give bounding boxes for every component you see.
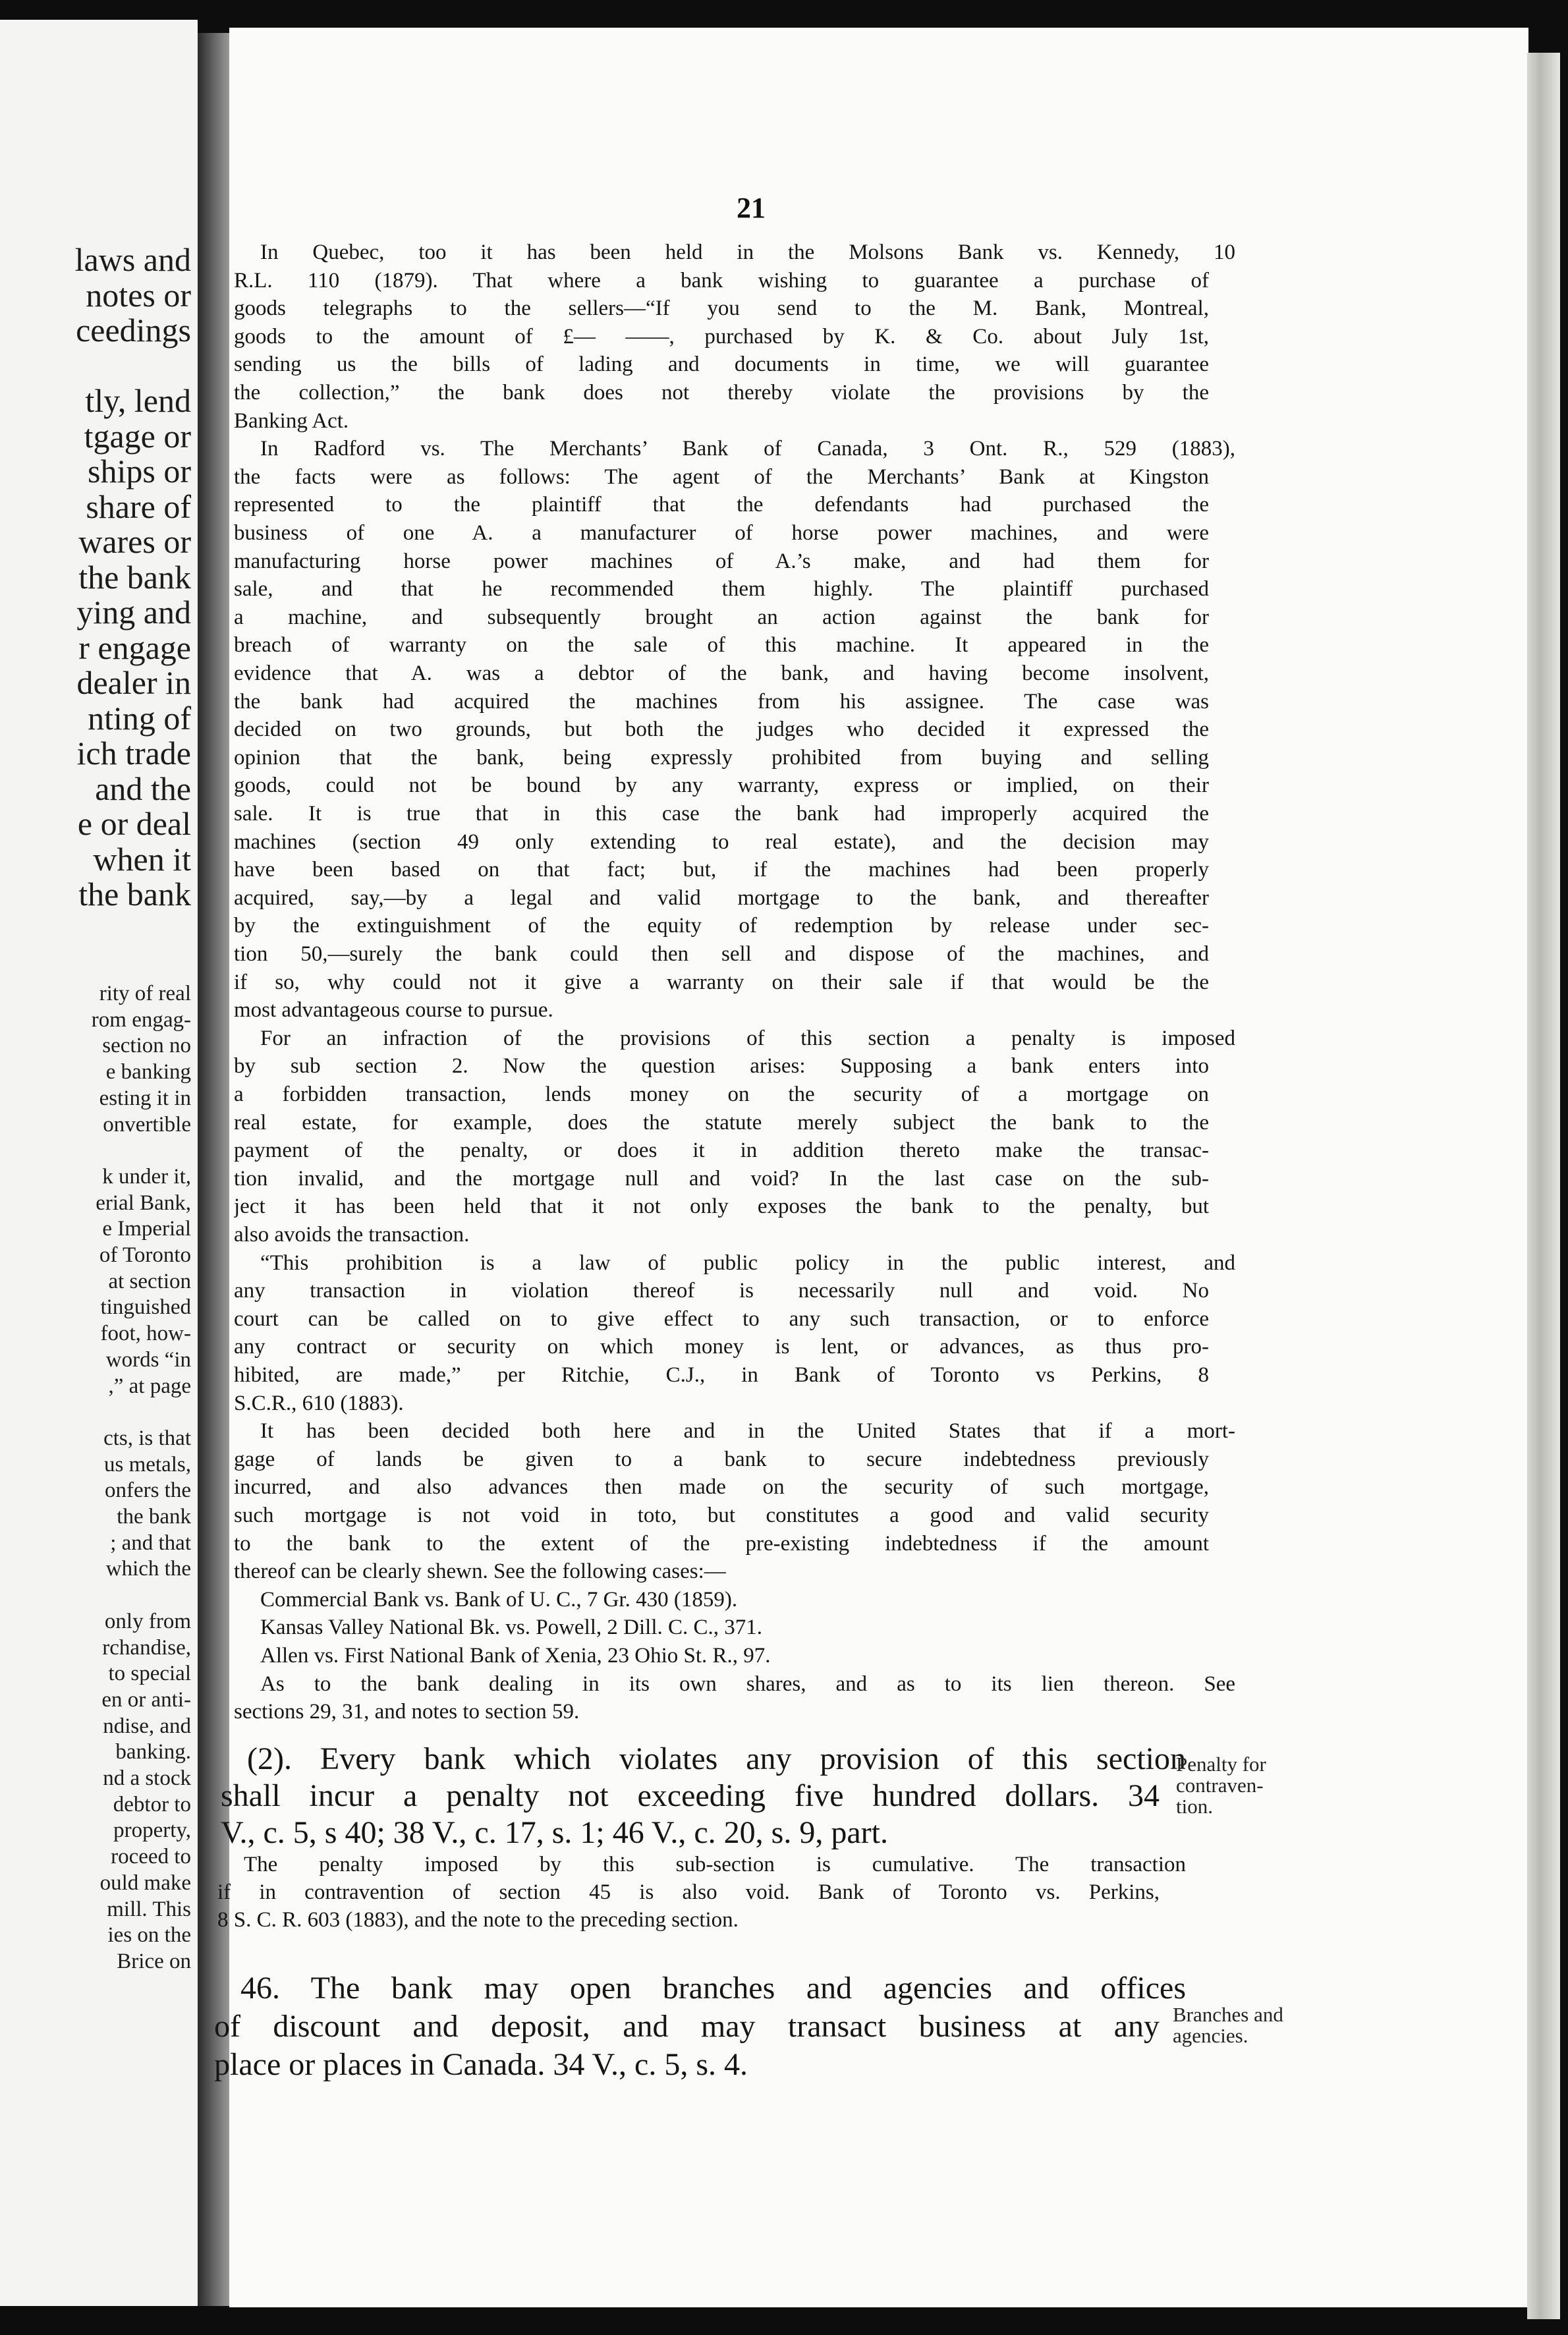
facing-page-line: when it (93, 840, 191, 878)
facing-page-line: the bank (78, 876, 191, 913)
body-line: “This prohibition is a law of public policy in the public interest, and (260, 1251, 1235, 1275)
facing-page-line: property, (113, 1818, 191, 1843)
body-line: decided on two grounds, but both the judges who decided it expressed the (234, 717, 1209, 742)
facing-page-line: e Imperial (102, 1217, 191, 1241)
facing-page-line: foot, how- (100, 1322, 191, 1346)
body-line: goods, could not be bound by any warranty, express or implied, on their (234, 774, 1209, 798)
facing-page-line: ndise, and (103, 1714, 191, 1738)
body-line: In Quebec, too it has been held in the Molsons Bank vs. Kennedy, 10 (260, 240, 1235, 264)
body-line: by the extinguishment of the equity of redemption by release under sec- (234, 914, 1209, 938)
facing-page-line: onvertible (103, 1112, 191, 1137)
facing-page-line: e banking (105, 1060, 191, 1084)
facing-page-line: the bank (78, 558, 191, 596)
body-line: In Radford vs. The Merchants’ Bank of Canada, 3 Ont. R., 529 (1883), (260, 437, 1235, 461)
margin-note-line: contraven- (1176, 1774, 1264, 1797)
body-line: Commercial Bank vs. Bank of U. C., 7 Gr. 430 (1859). (260, 1587, 738, 1612)
facing-page-line: ies on the (107, 1923, 191, 1948)
facing-page-line: at section (108, 1269, 191, 1293)
facing-page-line: onfers the (104, 1478, 191, 1503)
facing-page-line: k under it, (102, 1164, 191, 1189)
body-line: machines (section 49 only extending to real estate), and the decision may (234, 830, 1209, 854)
body-line: the facts were as follows: The agent of the Merchants’ Bank at Kingston (234, 464, 1209, 489)
facing-page-line: to special (108, 1662, 191, 1686)
section-line: 46. The bank may open branches and agencies and offices (240, 1971, 1186, 2006)
facing-page-line: nd a stock (103, 1766, 191, 1790)
facing-page-line: section no (102, 1034, 191, 1058)
body-line: acquired, say,—by a legal and valid mortgage to the bank, and thereafter (234, 886, 1209, 910)
body-line: sending us the bills of lading and documents in time, we will guarantee (234, 352, 1209, 377)
body-line: any contract or security on which money is lent, or advances, as thus pro- (234, 1335, 1209, 1359)
section-line: of discount and deposit, and may transact business at any (214, 2009, 1160, 2044)
note-line: 8 S. C. R. 603 (1883), and the note to the preceding section. (217, 1908, 739, 1932)
body-line: by sub section 2. Now the question arises: Supposing a bank enters into (234, 1054, 1209, 1079)
facing-page-line: laws and (74, 241, 191, 278)
facing-page-line: debtor to (113, 1792, 191, 1816)
body-line: It has been decided both here and in the United States that if a mort- (260, 1419, 1235, 1444)
facing-page-line: banking. (115, 1740, 191, 1764)
body-line: As to the bank dealing in its own shares, and as to its lien thereon. See (260, 1672, 1235, 1696)
body-line: gage of lands be given to a bank to secure indebtedness previously (234, 1447, 1209, 1471)
facing-page-line: wares or (78, 523, 191, 560)
margin-note-line: tion. (1176, 1795, 1213, 1818)
facing-page-line: roceed to (111, 1845, 191, 1869)
facing-page-line: words “in (105, 1347, 191, 1372)
facing-page-line: ceedings (76, 312, 191, 349)
facing-page-line: rchandise, (102, 1635, 191, 1660)
body-line: also avoids the transaction. (234, 1223, 470, 1247)
facing-page-line: ,” at page (108, 1374, 191, 1398)
facing-page-line: ying and (76, 594, 191, 631)
page-edge (1527, 53, 1560, 2319)
margin-note-line: agencies. (1173, 2024, 1248, 2047)
facing-page-line: tgage or (84, 417, 191, 455)
body-line: opinion that the bank, being expressly prohibited from buying and selling (234, 745, 1209, 770)
body-line: court can be called on to give effect to any such transaction, or to enforce (234, 1307, 1209, 1331)
margin-note-penalty (1176, 1754, 1266, 1817)
facing-page-line: ould make (99, 1871, 191, 1895)
body-line: such mortgage is not void in toto, but constitutes a good and valid security (234, 1504, 1209, 1527)
body-line: sale. It is true that in this case the bank had improperly acquired the (234, 802, 1209, 826)
facing-page-line: r engage (78, 629, 191, 666)
body-line: Allen vs. First National Bank of Xenia, 23 Ohio St. R., 97. (260, 1644, 771, 1668)
facing-page-line: en or anti- (101, 1687, 191, 1712)
body-line: sections 29, 31, and notes to section 59. (234, 1700, 580, 1724)
body-line: tion 50,—surely the bank could then sell and dispose of the machines, and (234, 942, 1209, 966)
body-line: ject it has been held that it not only exposes the bank to the penalty, but (234, 1195, 1209, 1219)
body-line: S.C.R., 610 (1883). (234, 1391, 404, 1415)
body-line: evidence that A. was a debtor of the bank, and having become insolvent, (234, 661, 1209, 685)
body-line: have been based on that fact; but, if the machines had been properly (234, 858, 1209, 882)
body-line: a machine, and subsequently brought an action against the bank for (234, 605, 1209, 629)
facing-page-line: notes or (86, 276, 191, 314)
body-line: goods telegraphs to the sellers—“If you send to the M. Bank, Montreal, (234, 296, 1209, 321)
facing-page-line: ich trade (76, 735, 191, 772)
margin-note-line: Branches and (1173, 2003, 1283, 2026)
facing-page-line: ; and that (110, 1531, 191, 1555)
facing-page-line: Brice on (117, 1949, 191, 1973)
body-line: any transaction in violation thereof is necessarily null and void. No (234, 1279, 1209, 1303)
body-line: thereof can be clearly shewn. See the following cases:— (234, 1560, 726, 1584)
body-line: represented to the plaintiff that the defendants had purchased the (234, 493, 1209, 517)
body-line: the collection,” the bank does not thereby violate the provisions by the (234, 381, 1209, 405)
body-line: if so, why could not it give a warranty on their sale if that would be the (234, 970, 1209, 994)
facing-page-line: only from (104, 1609, 191, 1633)
body-line: to the bank to the extent of the pre-existing indebtedness if the amount (234, 1531, 1209, 1556)
facing-page-line: rom engag- (91, 1007, 191, 1032)
binding-gutter (198, 33, 229, 2306)
section-line: V., c. 5, s 40; 38 V., c. 17, s. 1; 46 V., c. 20, s. 9, part. (221, 1815, 888, 1850)
body-line: tion invalid, and the mortgage null and void? In the last case on the sub- (234, 1166, 1209, 1191)
facing-page-line: dealer in (76, 664, 191, 701)
body-line: Kansas Valley National Bk. vs. Powell, 2 Dill. C. C., 371. (260, 1616, 763, 1640)
facing-page (0, 20, 198, 2306)
facing-page-line: e or deal (77, 805, 191, 842)
body-line: For an infraction of the provisions of this section a penalty is imposed (260, 1026, 1235, 1050)
body-line: goods to the amount of £— ——, purchased by K. & Co. about July 1st, (234, 324, 1209, 349)
page-number: 21 (737, 192, 766, 224)
facing-page-line: erial Bank, (96, 1191, 191, 1215)
facing-page-line: share of (86, 488, 191, 525)
body-line: incurred, and also advances then made on the security of such mortgage, (234, 1475, 1209, 1500)
facing-page-line: tinguished (100, 1295, 191, 1320)
body-line: a forbidden transaction, lends money on the security of a mortgage on (234, 1083, 1209, 1106)
body-line: real estate, for example, does the statute merely subject the bank to the (234, 1110, 1209, 1135)
body-line: R.L. 110 (1879). That where a bank wishing to guarantee a purchase of (234, 268, 1209, 293)
facing-page-line: cts, is that (103, 1426, 191, 1450)
facing-page-line: esting it in (99, 1086, 191, 1110)
facing-page-line: tly, lend (85, 382, 191, 419)
body-line: manufacturing horse power machines of A.’s make, and had them for (234, 549, 1209, 573)
body-line: breach of warranty on the sale of this machine. It appeared in the (234, 633, 1209, 658)
body-line: most advantageous course to pursue. (234, 998, 553, 1023)
section-line: place or places in Canada. 34 V., c. 5, s. 4. (214, 2047, 748, 2082)
margin-note-branches (1173, 2004, 1283, 2046)
body-line: the bank had acquired the machines from his assignee. The case was (234, 689, 1209, 714)
facing-page-line: mill. This (107, 1897, 191, 1921)
note-line: The penalty imposed by this sub-section is cumulative. The transaction (244, 1853, 1186, 1876)
body-line: payment of the penalty, or does it in addition thereto make the transac- (234, 1139, 1209, 1163)
facing-page-line: us metals, (104, 1452, 191, 1477)
facing-page-line: ships or (88, 453, 191, 490)
facing-page-line: which the (105, 1557, 191, 1581)
body-line: business of one A. a manufacturer of horse power machines, and were (234, 521, 1209, 545)
facing-page-line: rity of real (99, 982, 191, 1005)
facing-page-line: nting of (88, 699, 191, 737)
body-line: sale, and that he recommended them highly. The plaintiff purchased (234, 577, 1209, 602)
section-line: (2). Every bank which violates any provision of this section (247, 1741, 1186, 1776)
facing-page-line: the bank (117, 1505, 191, 1529)
section-line: shall incur a penalty not exceeding five hundred dollars. 34 (221, 1778, 1160, 1813)
body-line: Banking Act. (234, 408, 349, 433)
note-line: if in contravention of section 45 is also void. Bank of Toronto vs. Perkins, (217, 1880, 1160, 1904)
margin-note-line: Penalty for (1176, 1753, 1266, 1776)
body-line: hibited, are made,” per Ritchie, C.J., in Bank of Toronto vs Perkins, 8 (234, 1363, 1209, 1387)
facing-page-line: and the (95, 770, 191, 807)
facing-page-line: of Toronto (99, 1243, 191, 1267)
